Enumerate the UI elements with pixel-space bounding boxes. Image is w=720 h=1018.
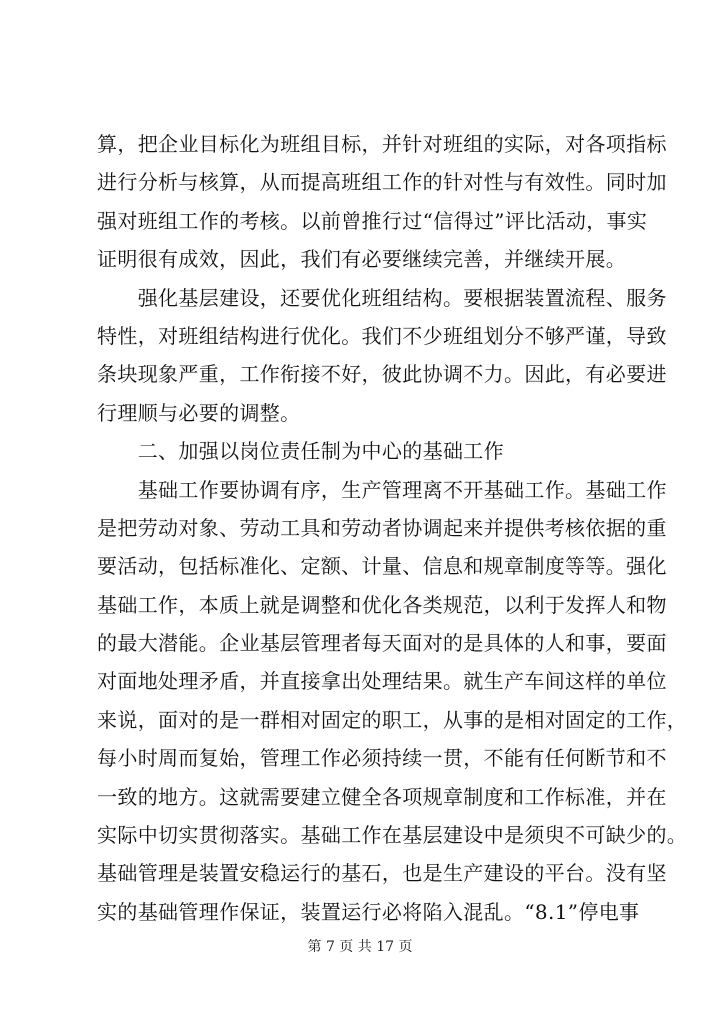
text-line: 证明很有成效，因此，我们有必要继续完善，并继续开展。 <box>97 247 627 272</box>
text-line: 基础管理是装置安稳运行的基石，也是生产建设的平台。没有坚 <box>97 861 667 886</box>
text-line: 要活动，包括标准化、定额、计量、信息和规章制度等等。强化 <box>97 554 667 579</box>
text-line: 进行分析与核算，从而提高班组工作的针对性与有效性。同时加 <box>97 170 667 195</box>
text-line: 实的基础管理作保证，装置运行必将陷入混乱。“8.1”停电事 <box>97 899 640 924</box>
text-line: 一致的地方。这就需要建立健全各项规章制度和工作标准，并在 <box>97 784 667 809</box>
text-line: 强对班组工作的考核。以前曾推行过“信得过”评比活动，事实 <box>97 208 648 233</box>
text-line: 基础工作，本质上就是调整和优化各类规范，以利于发挥人和物 <box>97 592 667 617</box>
text-line: 条块现象严重，工作衔接不好，彼此协调不力。因此，有必要进 <box>97 362 667 387</box>
text-line: 特性，对班组结构进行优化。我们不少班组划分不够严谨，导致 <box>97 323 667 348</box>
text-line: 的最大潜能。企业基层管理者每天面对的是具体的人和事，要面 <box>97 631 667 656</box>
text-line: 是把劳动对象、劳动工具和劳动者协调起来并提供考核依据的重 <box>97 515 667 540</box>
text-line: 实际中切实贯彻落实。基础工作在基层建设中是须臾不可缺少的。 <box>97 823 688 848</box>
text-line: 行理顺与必要的调整。 <box>97 400 301 425</box>
page-number-footer: 第 7 页 共 17 页 <box>307 939 413 955</box>
text-line: 强化基层建设，还要优化班组结构。要根据装置流程、服务 <box>97 285 667 310</box>
section-heading: 二、加强以岗位责任制为中心的基础工作 <box>97 439 504 464</box>
text-line: 每小时周而复始，管理工作必须持续一贯，不能有任何断节和不 <box>97 746 667 771</box>
text-line: 来说，面对的是一群相对固定的职工，从事的是相对固定的工作， <box>97 707 688 732</box>
text-line: 算，把企业目标化为班组目标，并针对班组的实际，对各项指标 <box>97 132 667 156</box>
document-body <box>97 125 688 931</box>
text-line: 对面地处理矛盾，并直接拿出处理结果。就生产车间这样的单位 <box>97 669 667 694</box>
text-line: 基础工作要协调有序，生产管理离不开基础工作。基础工作 <box>97 477 667 502</box>
